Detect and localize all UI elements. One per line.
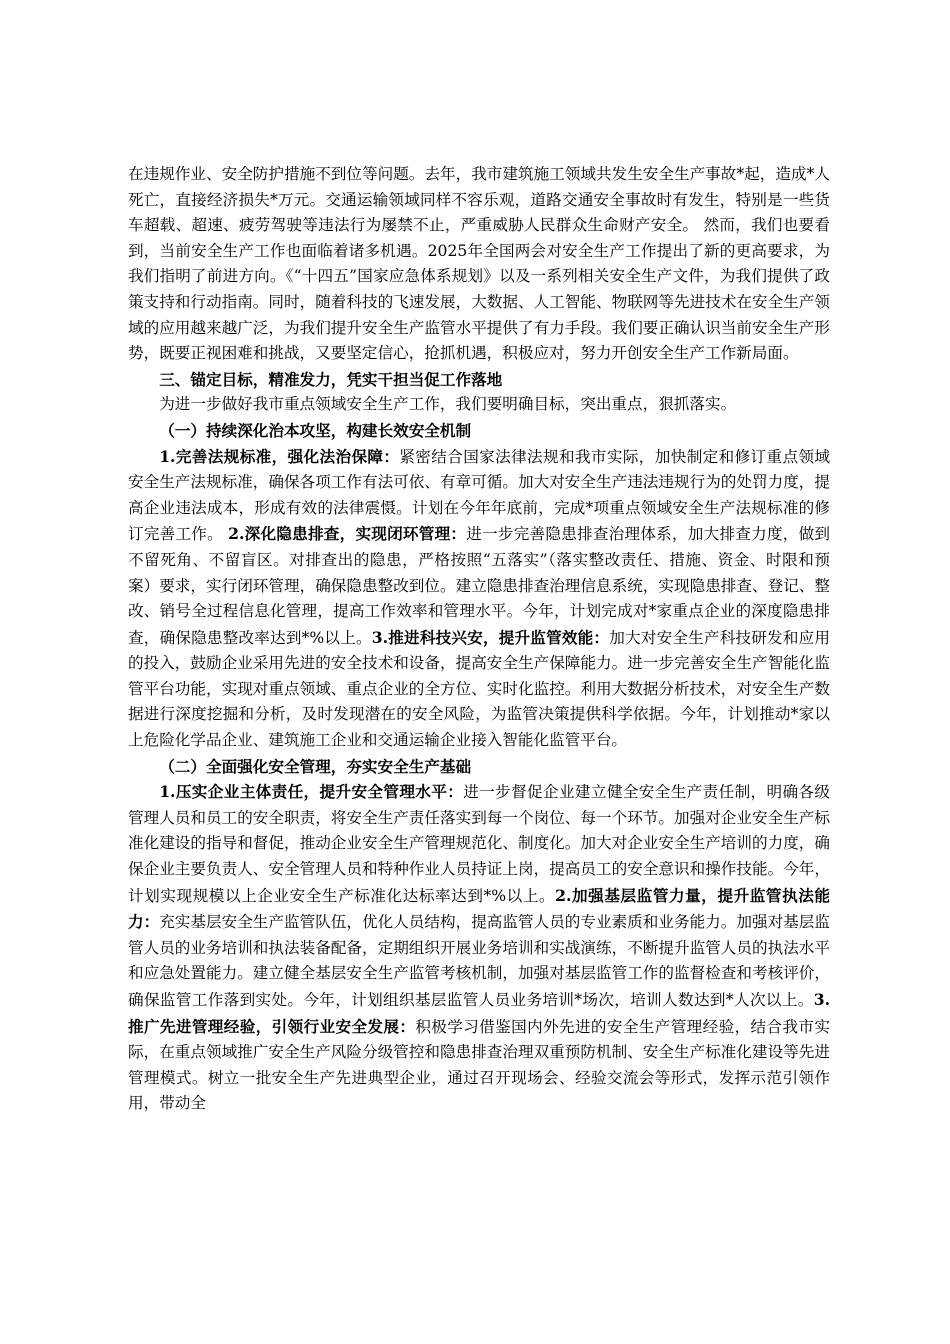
section-3-intro-paragraph: 为进一步做好我市重点领域安全生产工作，我们要明确目标，突出重点，狠抓落实。 [159,395,737,414]
item-1-2-text: 进一步完善隐患排查治理体系，加大排查力度，做到不留死角、不留盲区。对排查出的隐患，严格按照“五落实”（落实整改责任、措施、资金、时限和预案）要求，实行闭环管理，确保隐患整改到位。建立隐患排查治理信息系统，实现隐患排查、登记、整改、销号全过程信息化管理，提高工作效率和管理水平。今年，计划完成对*家重点企业的深度隐患排查，确保隐患整改率达到*%以上。 [128,525,830,647]
item-2-1-lead: 1.压实企业主体责任，提升安全管理水平： [159,782,464,802]
section-3-heading: 三、锚定目标，精准发力，凭实干担当促工作落地 [159,369,503,389]
intro-paragraph: 在违规作业、安全防护措施不到位等问题。去年，我市建筑施工领域共发生安全生产事故*起，造成*人死亡，直接经济损失*万元。交通运输领域同样不容乐观，道路交通安全事故时有发生，特别是一些货车超载、超速、疲劳驾驶等违法行为屡禁不止，严重威胁人民群众生命财产安全。 然而，我们也要看到，当前安全生产工作也面临着诸多机遇。2025年全国两会对安全生产工作提出了新的更高要求，为我们指明了前进方向。《“十四五”国家应急体系规划》以及一系列相关安全生产文件，为我们提供了政策支持和行动指南。同时，随着科技的飞速发展，大数据、人工智能、物联网等先进技术在安全生产领域的应用越来越广泛，为我们提升安全生产监管水平提供了有力手段。我们要正确认识当前安全生产形势，既要正视困难和挑战，又要坚定信心，抢抓机遇，积极应对，努力开创安全生产工作新局面。 [128,165,830,363]
item-2-3-lead: 3.推广先进管理经验，引领行业安全发展： [128,990,830,1036]
item-1-1-text: 紧密结合国家法律法规和我市实际，加快制定和修订重点领域安全生产法规标准，确保各项工作有法可依、有章可循。加大对安全生产违法违规行为的处罚力度，提高企业违法成本，形成有效的法律震慑。计划在今年年底前，完成*项重点领域安全生产法规标准的修订完善工作。 [128,447,830,544]
item-1-3-lead: 3.推进科技兴安，提升监管效能： [371,627,610,647]
item-2-2-lead: 2.加强基层监管力量，提升监管执法能力： [128,885,830,932]
item-1-1-lead: 1.完善法规标准，强化法治保障： [159,446,400,466]
item-1-3-text: 加大对安全生产科技研发和应用的投入，鼓励企业采用先进的安全技术和设备，提高安全生产保障能力。进一步完善安全生产智能化监管平台功能，实现对重点领域、重点企业的全方位、实时化监控。利用大数据分析技术，对安全生产数据进行深度挖掘和分析，及时发现潜在的安全风险，为监管决策提供科学依据。今年，计划推动*家以上危险化学品企业、建筑施工企业和交通运输企业接入智能化监管平台。 [128,628,830,750]
subsection-1-paragraph [128,444,830,754]
subsection-1-heading: （一）持续深化治本攻坚，构建长效安全机制 [159,420,472,440]
item-2-2-text: 充实基层安全生产监管队伍，优化人员结构，提高监管人员的专业素质和业务能力。加强对基层监管人员的业务培训和执法装备配备，定期组织开展业务培训和实战演练，不断提升监管人员的执法水平和应急处置能力。建立健全基层安全生产监管考核机制，加强对基层监管工作的监督检查和考核评价，确保监管工作落到实处。今年，计划组织基层监管人员业务培训*场次，培训人数达到*人次以上。 [128,913,830,1009]
item-2-1-text: 进一步督促企业建立健全安全生产责任制，明确各级管理人员和员工的安全职责，将安全生产责任落实到每一个岗位、每一个环节。加强对企业安全生产标准化建设的指导和督促，推动企业安全生产管理规范化、制度化。加大对企业安全生产培训的力度，确保企业主要负责人、安全管理人员和特种作业人员持证上岗，提高员工的安全意识和操作技能。今年，计划实现规模以上企业安全生产标准化达标率达到*%以上。 [128,783,830,905]
subsection-2-paragraph [128,779,830,1117]
subsection-2-heading: （二）全面强化安全管理，夯实安全生产基础 [159,756,472,776]
item-2-3-text: 积极学习借鉴国内外先进的安全生产管理经验，结合我市实际，在重点领域推广安全生产风险分级管控和隐患排查治理双重预防机制、安全生产标准化建设等先进管理模式。树立一批安全生产先进典型企业，通过召开现场会、经验交流会等形式，发挥示范引领作用，带动全 [128,1017,830,1113]
item-1-2-lead: 2.深化隐患排查，实现闭环管理： [228,524,467,544]
